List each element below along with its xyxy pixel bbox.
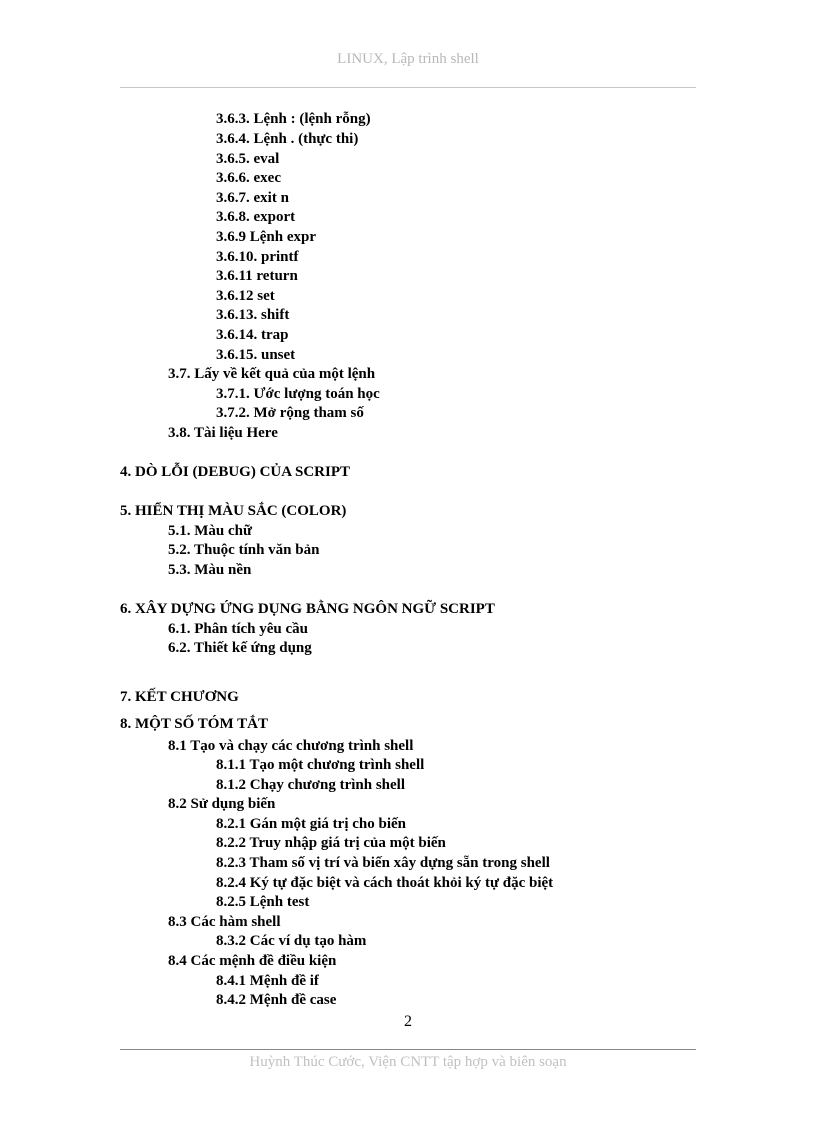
toc-section: 6.1. Phân tích yêu cầu	[168, 621, 309, 637]
toc-subsection: 8.2.2 Truy nhập giá trị của một biến	[216, 835, 446, 851]
toc-subsection: 8.2.3 Tham số vị trí và biến xây dựng sẵn trong shell	[216, 855, 550, 871]
toc-section: 8.1 Tạo và chạy các chương trình shell	[168, 738, 414, 754]
toc-subsection: 3.6.9 Lệnh expr	[216, 229, 317, 245]
toc-subsection: 8.1.1 Tạo một chương trình shell	[216, 757, 425, 773]
toc-subsection: 3.6.6. exec	[216, 170, 281, 186]
toc-subsection: 3.6.5. eval	[216, 151, 280, 167]
toc-subsection: 8.4.1 Mệnh đề if	[216, 973, 319, 989]
toc-section: 5.1. Màu chữ	[168, 523, 253, 539]
toc-section: 6.2. Thiết kế ứng dụng	[168, 640, 312, 656]
toc-subsection: 3.6.8. export	[216, 209, 296, 225]
toc-subsection: 3.6.3. Lệnh : (lệnh rỗng)	[216, 111, 371, 127]
toc-subsection: 8.4.2 Mệnh đề case	[216, 992, 337, 1008]
page-number: 2	[404, 1013, 412, 1030]
toc-section: 8.2 Sử dụng biến	[168, 796, 276, 812]
toc-section: 5.2. Thuộc tính văn bản	[168, 542, 320, 558]
toc-chapter: 8. MỘT SỐ TÓM TẮT	[120, 716, 268, 732]
footer-divider	[120, 1049, 696, 1050]
toc-subsection: 3.6.10. printf	[216, 249, 299, 265]
toc-subsection: 3.7.2. Mở rộng tham số	[216, 405, 364, 421]
toc-chapter: 6. XÂY DỰNG ỨNG DỤNG BẰNG NGÔN NGỮ SCRIPT	[120, 601, 495, 617]
toc-section: 3.7. Lấy về kết quả của một lệnh	[168, 366, 376, 382]
toc-chapter: 7. KẾT CHƯƠNG	[120, 689, 239, 705]
toc-subsection: 8.3.2 Các ví dụ tạo hàm	[216, 933, 367, 949]
toc-subsection: 3.6.13. shift	[216, 307, 290, 323]
toc-section: 8.4 Các mệnh đề điều kiện	[168, 953, 337, 969]
toc-section: 3.8. Tài liệu Here	[168, 425, 278, 441]
toc-chapter: 4. DÒ LỖI (DEBUG) CỦA SCRIPT	[120, 464, 351, 480]
toc-subsection: 3.6.15. unset	[216, 347, 296, 363]
page-header: LINUX, Lập trình shell	[337, 51, 479, 67]
toc-subsection: 3.6.14. trap	[216, 327, 289, 343]
toc-subsection: 8.2.5 Lệnh test	[216, 894, 310, 910]
page-footer: Huỳnh Thúc Cước, Viện CNTT tập hợp và biên soạn	[249, 1054, 567, 1070]
toc-subsection: 8.2.1 Gán một giá trị cho biến	[216, 816, 406, 832]
toc-subsection: 3.7.1. Ước lượng toán học	[216, 386, 380, 402]
toc-subsection: 3.6.12 set	[216, 288, 275, 304]
toc-section: 5.3. Màu nền	[168, 562, 252, 578]
toc-subsection: 3.6.4. Lệnh . (thực thi)	[216, 131, 359, 147]
toc-subsection: 8.2.4 Ký tự đặc biệt và cách thoát khỏi ký tự đặc biệt	[216, 875, 554, 891]
toc-subsection: 8.1.2 Chạy chương trình shell	[216, 777, 406, 793]
toc-subsection: 3.6.11 return	[216, 268, 298, 284]
toc-chapter: 5. HIỂN THỊ MÀU SẮC (COLOR)	[120, 503, 347, 519]
header-divider	[120, 87, 696, 88]
toc-section: 8.3 Các hàm shell	[168, 914, 281, 930]
toc-subsection: 3.6.7. exit n	[216, 190, 289, 206]
